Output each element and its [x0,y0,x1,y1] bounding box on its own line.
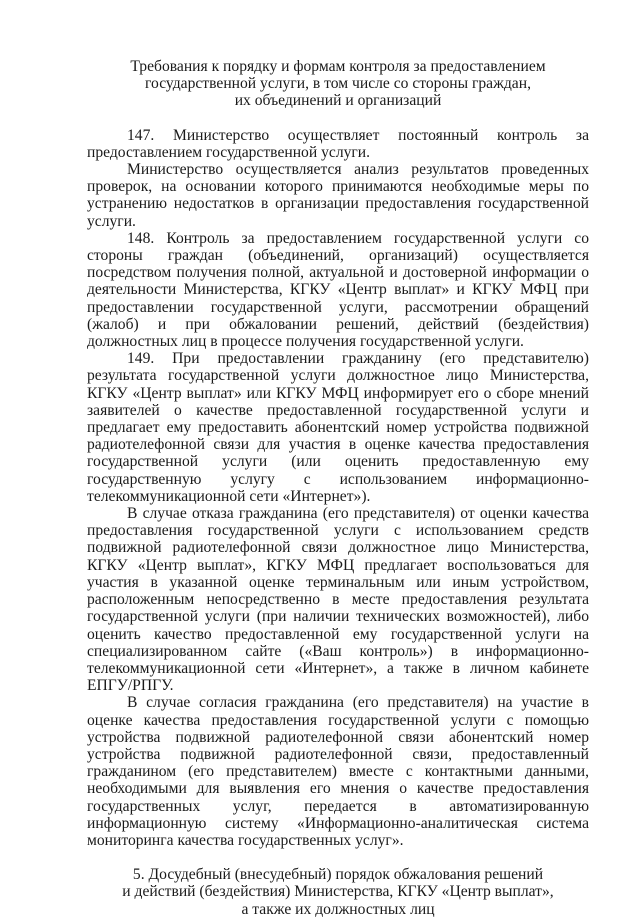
section-heading-control [87,58,589,110]
section-heading-appeal [87,866,589,918]
heading-line: а также их должностных лиц [241,900,435,918]
paragraph-147: 147. Министерство осуществляет постоянный контроль за предоставлением государственной услуги. [87,126,589,161]
heading-line: Требования к порядку и формам контроля за предоставлением [130,58,546,75]
paragraph-consent: В случае согласия гражданина (его представителя) на участие в оценке качества предоставления государственной услуги с помощью устройства подвижной радиотелефонной связи абонентский номер устройства подвижной радиотелефонной связи, предоставленный гражданином (его представителем) вместе с контактными данными, необходимыми для выявления его мнения о качестве предоставления государственных услуг, передается в автоматизированную информационную систему «Информационно-аналитическая система мониторинга качества государственных услуг». [87,694,589,849]
paragraph-149: 149. При предоставлении гражданину (его представителю) результата государственной услуги должностное лицо Министерства, КГКУ «Центр выплат» или КГКУ МФЦ информирует его о сборе мнений заявителей о качестве предоставленной государственной услуги и предлагает ему предоставить абонентский номер устройства подвижной радиотелефонной связи для участия в оценке качества предоставления государственной услуги (или оценить предоставленную ему государственную услугу с использованием информационно-телекоммуникационной сети «Интернет»). [87,350,589,505]
heading-line: государственной услуги, в том числе со стороны граждан, [145,75,531,93]
paragraph-148: 148. Контроль за предоставлением государственной услуги со стороны граждан (объединений, организаций) осуществляется посредством получения полной, актуальной и достоверной информации о деятельности Министерства, КГКУ «Центр выплат» и КГКУ МФЦ при предоставлении государственной услуги, рассмотрении обращений (жалоб) и при обжаловании решений, действий (бездействия) должностных лиц в процессе получения государственной услуги. [87,229,589,351]
heading-line: их объединений и организаций [234,92,442,110]
paragraph-analysis: Министерство осуществляется анализ результатов проведенных проверок, на основании которого принимаются необходимые меры по устранению недостатков в организации предоставления государственной услуги. [87,161,589,230]
heading-line: и действий (бездействия) Министерства, КГКУ «Центр выплат», [122,883,554,901]
heading-line: 5. Досудебный (внесудебный) порядок обжалования решений [132,866,544,884]
paragraph-refusal: В случае отказа гражданина (его представителя) от оценки качества предоставления государственной услуги с использованием средств подвижной радиотелефонной связи должностное лицо Министерства, КГКУ «Центр выплат», КГКУ МФЦ предлагает воспользоваться для участия в указанной оценке терминальным или иным устройством, расположенным непосредственно в месте предоставления результата государственной услуги (при наличии технических возможностей), либо оценить качество предоставленной ему государственной услуги на специализированном сайте («Ваш контроль») в информационно-телекоммуникационной сети «Интернет», а также в личном кабинете ЕПГУ/РПГУ. [87,505,589,695]
